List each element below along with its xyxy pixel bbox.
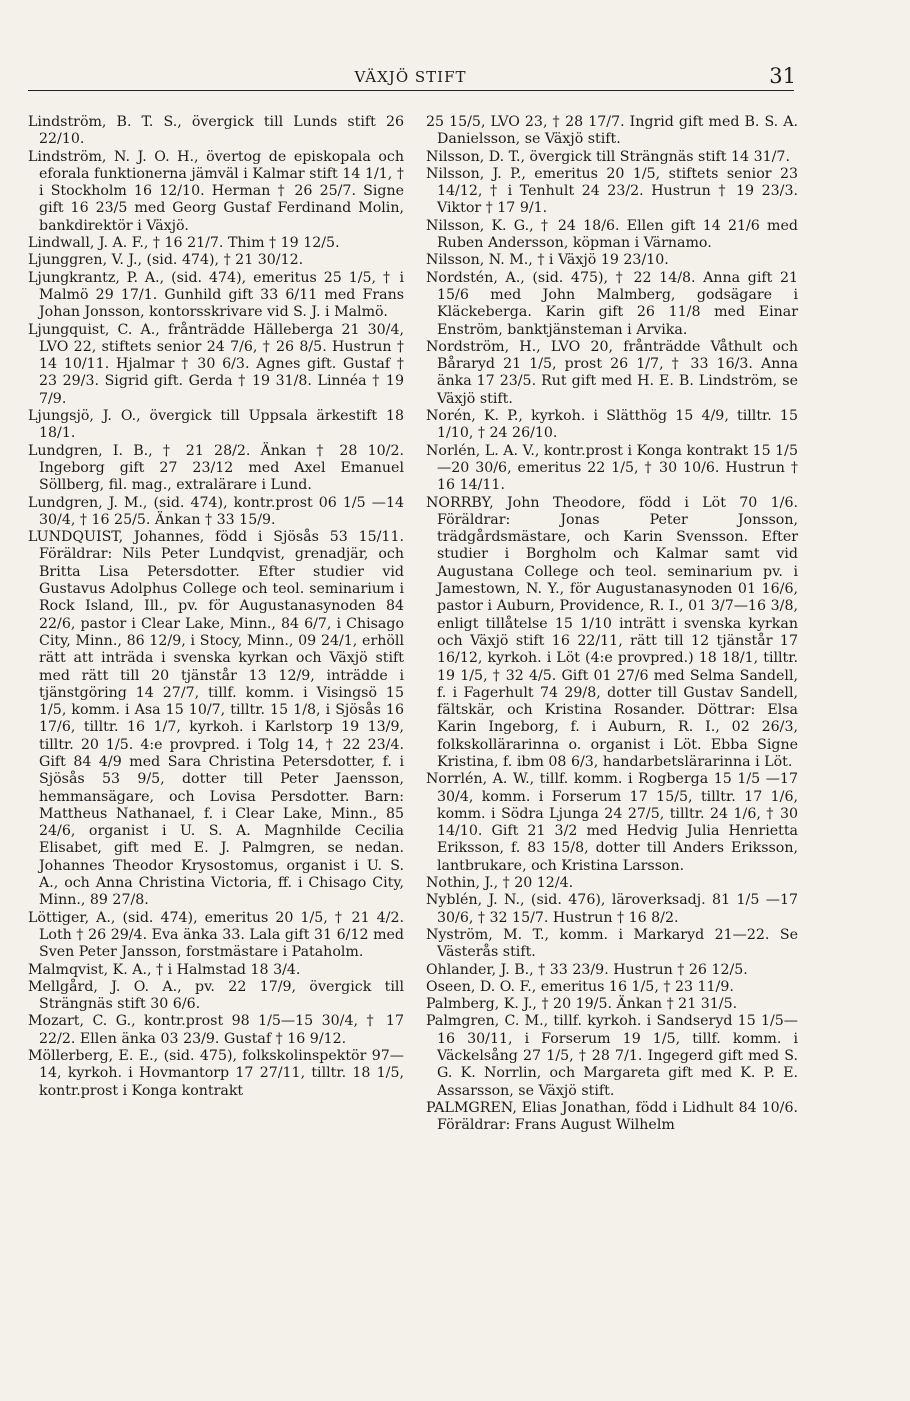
entry: Ljungkrantz, P. A., (sid. 474), emeritus 25 1/5, † i Malmö 29 17/1. Gunhild gift 33 6/11 med Frans Johan Jonsson, kontorsskrivare vid S. J. i Malmö.	[28, 269, 404, 321]
entry: Mozart, C. G., kontr.prost 98 1/5—15 30/4, † 17 22/2. Ellen änka 03 23/9. Gustaf † 16 9/12.	[28, 1013, 404, 1047]
entry: Lundgren, I. B., † 21 28/2. Änkan † 28 10/2. Ingeborg gift 27 23/12 med Axel Emanuel Söllberg, fil. mag., extralärare i Lund.	[28, 442, 404, 494]
entry: Nyström, M. T., komm. i Markaryd 21—22. Se Västerås stift.	[426, 926, 798, 961]
entry: Norlén, L. A. V., kontr.prost i Konga kontrakt 15 1/5—20 30/6, emeritus 22 1/5, † 30 10/6. Hustrun † 16 14/11.	[426, 442, 798, 494]
entry: Palmberg, K. J., † 20 19/5. Änkan † 21 31/5.	[426, 996, 738, 1013]
entry: Lindström, B. T. S., övergick till Lunds stift 26 22/10.	[28, 114, 404, 148]
page-number: 31	[769, 64, 796, 88]
entry: LUNDQUIST, Johannes, född i Sjösås 53 15/11. Föräldrar: Nils Peter Lundqvist, grenadjär, och Britta Lisa Petersdotter. Efter studier vid Gustavus Adolphus College och teol. seminarium i Rock Island, Ill., pv. för Augustanasynoden 84 22/6, pastor i Clear Lake, Minn., 84 6/7, i Chisago City, Minn., 86 12/9, i Stocy, Minn., 09 24/1, erhöll rätt att inträda i svenska kyrkan och Växjö stift med rätt till 20 tjänstår 13 12/9, inträdde i tjänstgöring 14 27/7, tillf. komm. i Visingsö 15 1/5, komm. i Asa 15 10/7, tilltr. 15 1/8, i Sjösås 16 17/6, tilltr. 16 1/7, kyrkoh. i Karlstorp 19 13/9, tilltr. 20 1/5. 4:e provpred. i Tolg 14, † 22 23/4. Gift 84 4/9 med Sara Christina Petersdotter, f. i Sjösås 53 9/5, dotter till Peter Jaensson, hemmansägare, och Lovisa Persdotter. Barn: Mattheus Nathanael, f. i Clear Lake, Minn., 85 24/6, organist i U. S. A. Magnhilde Cecilia Elisabet, gift med E. J. Palmgren, se nedan. Johannes Theodor Krysostomus, organist i U. S. A., och Anna Christina Victoria, ff. i Chisago City, Minn., 89 27/8.	[28, 529, 404, 909]
entry: Nilsson, J. P., emeritus 20 1/5, stiftets senior 23 14/12, † i Tenhult 24 23/2. Hustrun † 19 23/3. Viktor † 17 9/1.	[426, 165, 798, 217]
entry: Nyblén, J. N., (sid. 476), läroverksadj. 81 1/5 —17 30/6, † 32 15/7. Hustrun † 16 8/2.	[426, 892, 798, 926]
entry: Nordström, H., LVO 20, frånträdde Våthult och Båraryd 21 1/5, prost 26 1/7, † 33 16/3. Anna änka 17 23/5. Rut gift med H. E. B. Lindström, se Växjö stift.	[426, 338, 798, 407]
running-title: VÄXJÖ STIFT	[354, 68, 467, 86]
header-rule	[28, 90, 794, 91]
entry: NORRBY, John Theodore, född i Löt 70 1/6. Föräldrar: Jonas Peter Jonsson, trädgårdsmästare, och Karin Svensson. Efter studier i Borgholm och Kalmar samt vid Augustana College och teol. seminarium pv. i Jamestown, N. Y., för Augustanasynoden 01 16/6, pastor i Auburn, Providence, R. I., 01 3/7—16 3/8, enligt tillåtelse 15 1/10 inträtt i svenska kyrkan och Växjö stift 16 22/11, rätt till 12 tjänstår 17 16/12, kyrkoh. i Löt (4:e provpred.) 18 18/1, tilltr. 19 1/5, † 32 4/5. Gift 01 27/6 med Selma Sandell, f. i Fagerhult 74 29/8, dotter till Gustav Sandell, fältskär, och Kristina Rosander. Döttrar: Elsa Karin Ingeborg, f. i Auburn, R. I., 02 26/3, folkskollärarinna o. organist i Löt. Ebba Signe Kristina, f. ibm 08 6/3, handarbetslärarinna i Löt.	[426, 494, 798, 770]
entry: Ljungsjö, J. O., övergick till Uppsala ärkestift 18 18/1.	[28, 408, 404, 442]
entry: PALMGREN, Elias Jonathan, född i Lidhult 84 10/6. Föräldrar: Frans August Wilhelm	[426, 1099, 798, 1134]
entry: Mellgård, J. O. A., pv. 22 17/9, övergick till Strängnäs stift 30 6/6.	[28, 978, 404, 1013]
entry: Ljungquist, C. A., frånträdde Hälleberga 21 30/4, LVO 22, stiftets senior 24 7/6, † 26 8/5. Hustrun † 14 10/11. Hjalmar † 30 6/3. Agnes gift. Gustaf † 23 29/3. Sigrid gift. Gerda † 19 31/8. Linnéa † 19 7/9.	[28, 321, 404, 407]
right-column	[426, 114, 798, 1135]
page-header	[28, 64, 796, 92]
entry: Palmgren, C. M., tillf. kyrkoh. i Sandseryd 15 1/5—16 30/11, i Forserum 19 1/5, tillf. komm. i Väckelsång 27 1/5, † 28 7/1. Ingegerd gift med S. G. K. Norrlin, och Margareta gift med K. P. E. Assarsson, se Växjö stift.	[426, 1013, 798, 1099]
entry: Nilsson, K. G., † 24 18/6. Ellen gift 14 21/6 med Ruben Andersson, köpman i Värnamo.	[426, 217, 798, 252]
entry: Nilsson, N. M., † i Växjö 19 23/10.	[426, 252, 669, 269]
entry: Malmqvist, K. A., † i Halmstad 18 3/4.	[28, 961, 301, 978]
entry: 25 15/5, LVO 23, † 28 17/7. Ingrid gift med B. S. A. Danielsson, se Växjö stift.	[426, 114, 798, 148]
entry: Nilsson, D. T., övergick till Strängnäs stift 14 31/7.	[426, 148, 790, 165]
left-column	[28, 114, 404, 1100]
entry: Ljunggren, V. J., (sid. 474), † 21 30/12.	[28, 252, 304, 269]
entry: Ohlander, J. B., † 33 23/9. Hustrun † 26 12/5.	[426, 961, 748, 978]
entry: Nordstén, A., (sid. 475), † 22 14/8. Anna gift 21 15/6 med John Malmberg, godsägare i Kläckeberga. Karin gift 26 11/8 med Einar Enström, banktjänsteman i Arvika.	[426, 269, 798, 338]
entry: Lindström, N. J. O. H., övertog de episkopala och eforala funktionerna jämväl i Kalmar stift 14 1/1, † i Stockholm 16 12/10. Herman † 26 25/7. Signe gift 16 23/5 med Georg Gustaf Ferdinand Molin, bankdirektör i Växjö.	[28, 148, 404, 234]
entry: Norrlén, A. W., tillf. komm. i Rogberga 15 1/5 —17 30/4, komm. i Forserum 17 15/5, tilltr. 17 1/6, komm. i Södra Ljunga 24 27/5, tilltr. 24 1/6, † 30 14/10. Gift 21 3/2 med Hedvig Julia Henrietta Eriksson, f. 83 15/8, dotter till Anders Eriksson, lantbrukare, och Kristina Larsson.	[426, 771, 798, 874]
entry: Oseen, D. O. F., emeritus 16 1/5, † 23 11/9.	[426, 978, 734, 995]
entry: Norén, K. P., kyrkoh. i Slätthög 15 4/9, tilltr. 15 1/10, † 24 26/10.	[426, 408, 798, 442]
entry: Lundgren, J. M., (sid. 474), kontr.prost 06 1/5 —14 30/4, † 16 25/5. Änkan † 33 15/9.	[28, 494, 404, 528]
entry: Löttiger, A., (sid. 474), emeritus 20 1/5, † 21 4/2. Loth † 26 29/4. Eva änka 33. Lala gift 31 6/12 med Sven Peter Jansson, forstmästare i Pataholm.	[28, 909, 404, 961]
entry: Nothin, J., † 20 12/4.	[426, 875, 574, 892]
entry: Lindwall, J. A. F., † 16 21/7. Thim † 19 12/5.	[28, 235, 340, 252]
entry: Möllerberg, E. E., (sid. 475), folkskolinspektör 97—14, kyrkoh. i Hovmantorp 17 27/11, tilltr. 18 1/5, kontr.prost i Konga kontrakt	[28, 1048, 404, 1099]
